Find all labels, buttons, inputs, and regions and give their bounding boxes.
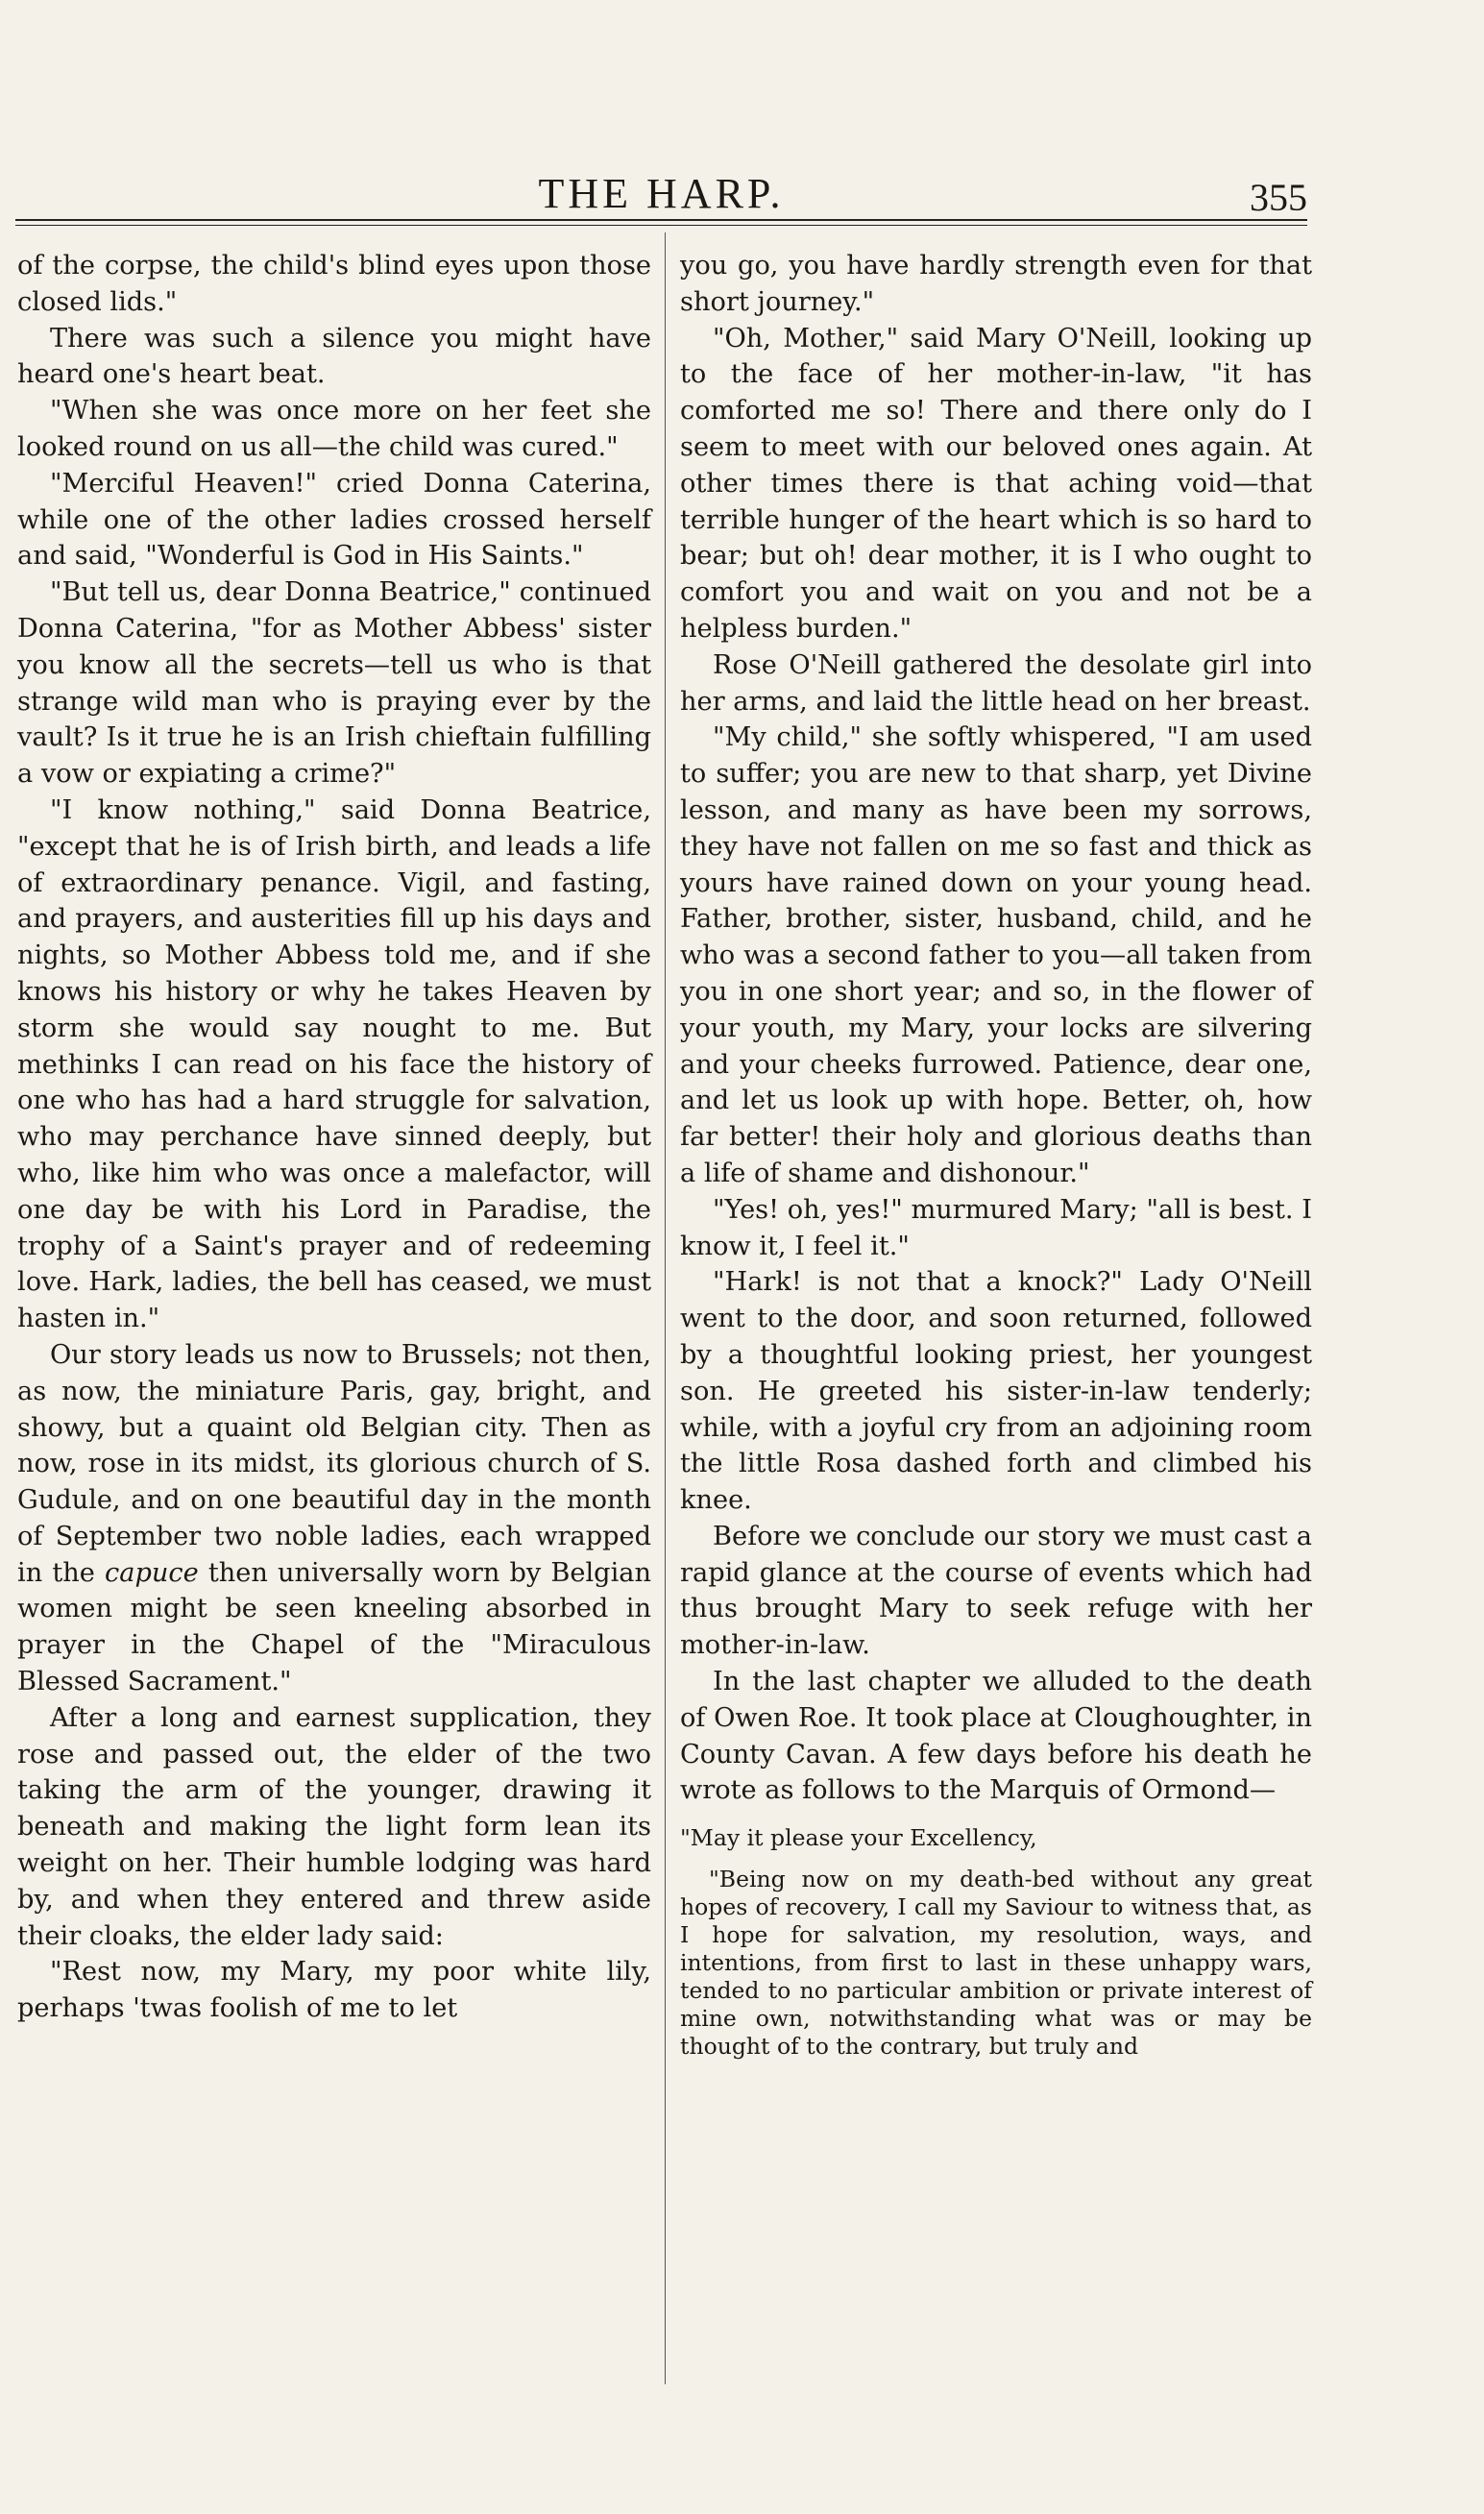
paragraph: "I know nothing," said Donna Beatrice, "except that he is of Irish birth, and leads a life of extraordinary penance. Vigil, and fasting, and prayers, and austerities fill up his days and nights, so Mother Abbess told me, and if she knows his history or why he takes Heaven by storm she would say nought to me. But methinks I can read on his face the history of one who has had a hard struggle for salvation, who may perchance have sinned deeply, but who, like him who was once a malefactor, will one day be with his Lord in Paradise, the trophy of a Saint's prayer and of redeeming love. Hark, ladies, the bell has ceased, we must hasten in." xyxy=(17,794,651,1334)
paragraph: "When she was once more on her feet she looked round on us all—the child was cured." xyxy=(17,396,651,462)
column-divider xyxy=(665,232,666,2384)
journal-title: THE HARP. xyxy=(538,170,785,217)
paragraph: In the last chapter we alluded to the death of Owen Roe. It took place at Cloughoughter, in County Cavan. A few days before his death he wrote as follows to the Marquis of Ormond— xyxy=(680,1667,1312,1806)
paragraph-text: then universally worn by Belgian women might be seen kneeling absorbed in prayer in the Chapel of the "Miraculous Blessed Sacrament." xyxy=(17,1557,651,1697)
paragraph: "My child," she softly whispered, "I am used to suffer; you are new to that sharp, yet Divine lesson, and many as have been my sorrows, they have not fallen on me so fast and thick as yours have rained down on your young head. Father, brother, sister, husband, child, and he who was a second father to you—all taken from you in one short year; and so, in the flower of your youth, my Mary, your locks are silvering and your cheeks furrowed. Patience, dear one, and let us look up with hope. Better, oh, how far better! their holy and glorious deaths than a life of shame and dishonour." xyxy=(680,722,1312,1188)
paragraph: There was such a silence you might have heard one's heart beat. xyxy=(17,323,651,390)
left-column xyxy=(17,248,651,2027)
paragraph xyxy=(17,1337,651,1700)
paragraph: "Rest now, my Mary, my poor white lily, perhaps 'twas foolish of me to let xyxy=(17,1957,651,2024)
paragraph: "Hark! is not that a knock?" Lady O'Neill went to the door, and soon returned, followed by a thoughtful looking priest, her youngest son. He greeted his sister-in-law tenderly; while, with a joyful cry from an adjoining room the little Rosa dashed forth and climbed his knee. xyxy=(680,1267,1312,1516)
letter-salutation: "May it please your Excellency, xyxy=(680,1824,1037,1852)
letter-body: "Being now on my death-bed without any great hopes of recovery, I call my Saviour to witness that, as I hope for salvation, my resolution, ways, and intentions, from first to last in these unhappy wars, tended to no particular ambition or private interest of mine own, notwithstanding what was or may be thought of to the contrary, but truly and xyxy=(680,1866,1312,2061)
italic-word: capuce xyxy=(105,1557,199,1588)
paragraph-text: Our story leads us now to Brussels; not then, as now, the miniature Paris, gay, bright, and showy, but a quaint old Belgian city. Then as now, rose in its midst, its glorious church of S. Gudule, and on one beautiful day in the month of September two noble ladies, each wrapped in the xyxy=(17,1339,651,1588)
paragraph: "Merciful Heaven!" cried Donna Caterina, while one of the other ladies crossed herself and said, "Wonderful is God in His Saints." xyxy=(17,468,651,572)
paragraph: of the corpse, the child's blind eyes upon those closed lids." xyxy=(17,251,651,317)
right-column xyxy=(680,248,1312,2061)
page-number: 355 xyxy=(1250,176,1307,219)
running-head xyxy=(15,161,1307,219)
paragraph: Before we conclude our story we must cast a rapid glance at the course of events which had thus brought Mary to seek refuge with her mother-in-law. xyxy=(680,1521,1312,1661)
paragraph: Rose O'Neill gathered the desolate girl into her arms, and laid the little head on her breast. xyxy=(680,649,1312,717)
header-rule-thin xyxy=(15,225,1307,226)
paragraph: you go, you have hardly strength even for that short journey." xyxy=(680,251,1312,317)
paragraph: "Yes! oh, yes!" murmured Mary; "all is best. I know it, I feel it." xyxy=(680,1194,1312,1261)
header-rule xyxy=(15,219,1307,221)
paragraph: "Oh, Mother," said Mary O'Neill, looking up to the face of her mother-in-law, "it has comforted me so! There and there only do I seem to meet with our beloved ones again. At other times there is that aching void—that terrible hunger of the heart which is so hard to bear; but oh! dear mother, it is I who ought to comfort you and wait on you and not be a helpless burden." xyxy=(680,323,1312,644)
paragraph: "But tell us, dear Donna Beatrice," continued Donna Caterina, "for as Mother Abbess' sister you know all the secrets—tell us who is that strange wild man who is praying ever by the vault? Is it true he is an Irish chieftain fulfilling a vow or expiating a crime?" xyxy=(17,577,651,790)
paragraph: After a long and earnest supplication, they rose and passed out, the elder of the two taking the arm of the younger, drawing it beneath and making the light form lean its weight on her. Their humble lodging was hard by, and when they entered and threw aside their cloaks, the elder lady said: xyxy=(17,1702,651,1951)
